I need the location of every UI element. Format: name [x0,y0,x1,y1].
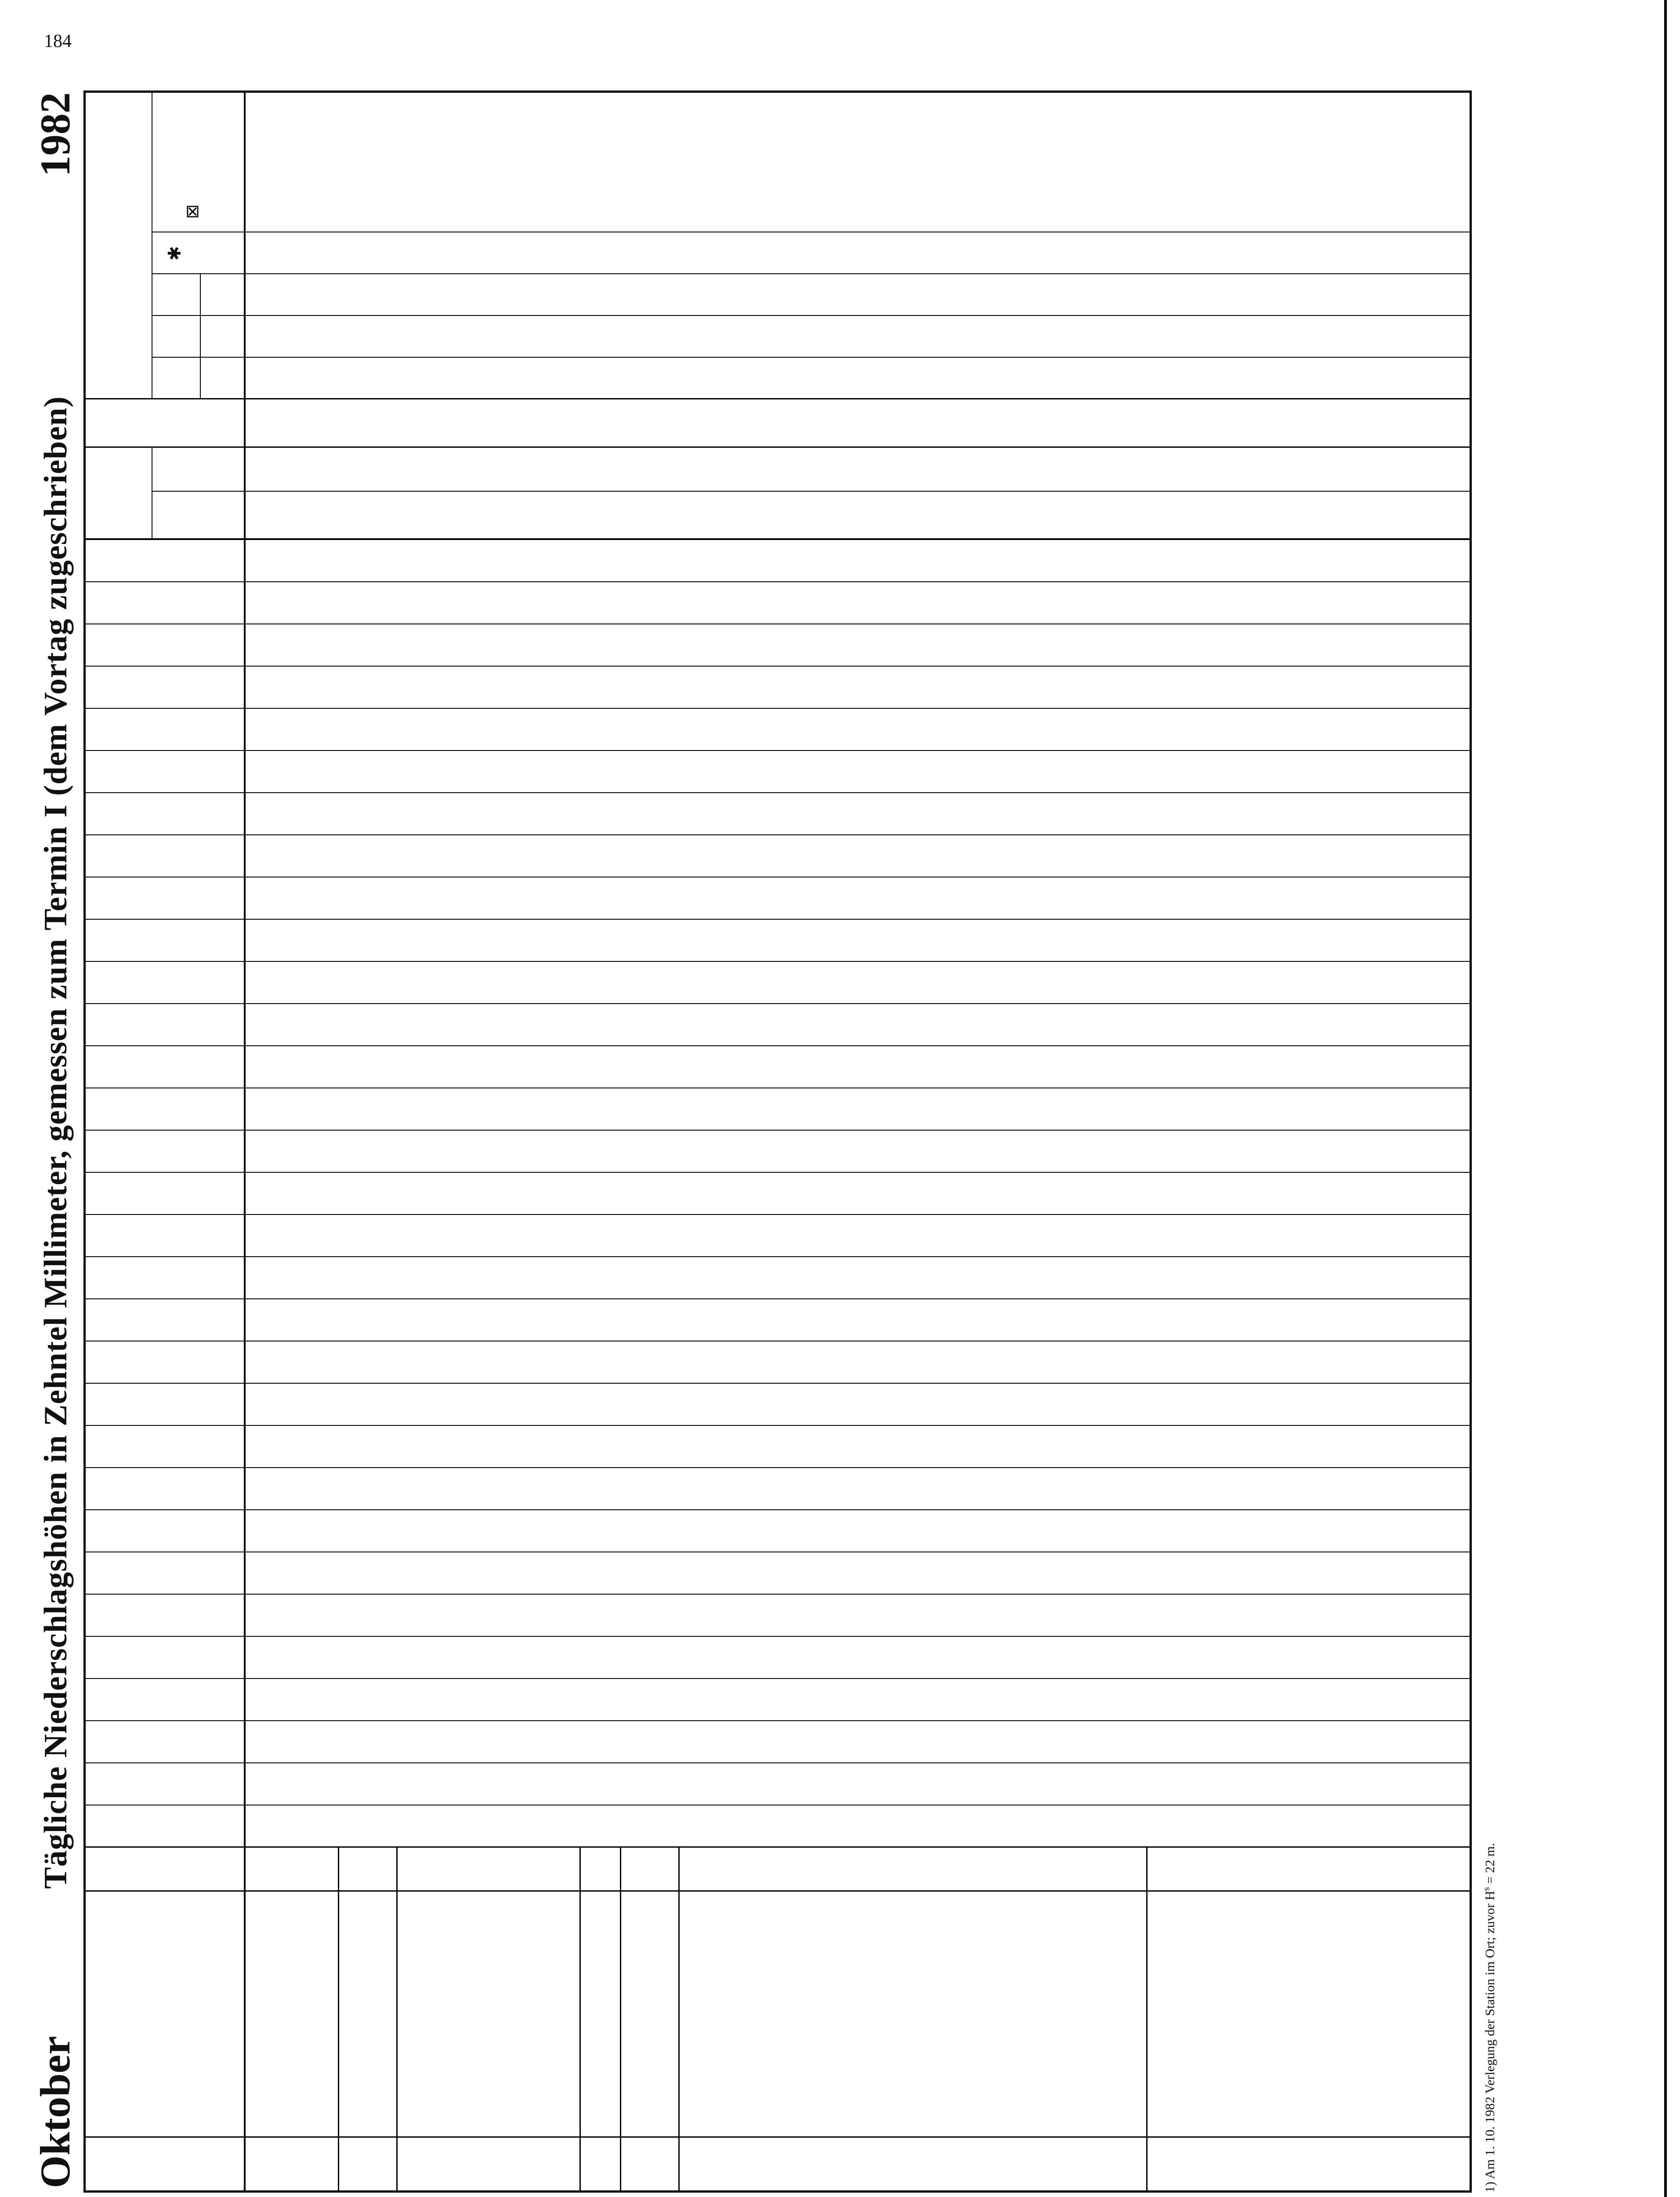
day-column-rule [86,1720,1470,1721]
group-divider [678,1848,680,2190]
day-column-rule [86,1298,1470,1299]
page-number: 184 [44,31,72,51]
day-column-rule [86,792,1470,793]
day-column-rule [86,1467,1470,1468]
group-divider [396,1848,398,2190]
day-column-rule [86,1594,1470,1595]
day-column-rule [86,708,1470,709]
day-column-rule [86,919,1470,920]
snowflake-icon: ✱ [165,246,185,261]
day-column-rule [86,1636,1470,1637]
day-column-rule [86,1425,1470,1426]
days-split [152,273,1470,274]
day-column-rule [86,1214,1470,1215]
day-column-rule [86,1256,1470,1257]
day-column-rule [86,961,1470,962]
rotated-table-page [32,92,1573,2193]
month-title: Oktober [32,2036,79,2188]
group-divider [1146,1848,1148,2190]
header-bottom-rule [244,93,246,2190]
grid-line-vertical [86,1890,1470,1892]
day-column-rule [86,1045,1470,1046]
footnote-subscript: s [1481,1887,1492,1891]
table-title: Tägliche Niederschlagshöhen in Zehntel Millimeter, gemessen zum Termin I (dem Vortag zugeschrieben) [38,396,74,1889]
day-column-rule [86,1003,1470,1004]
precipitation-table [83,91,1472,2193]
day-column-rule [86,1509,1470,1510]
day-column-rule [86,834,1470,835]
day-column-rule [86,581,1470,582]
day-column-rule [86,666,1470,667]
day-column-rule [86,1678,1470,1679]
day-column-rule [86,1383,1470,1384]
group-divider [338,1848,339,2190]
days-split [152,315,1470,316]
year-title: 1982 [32,92,79,177]
footnote-text: 1) Am 1. 10. 1982 Verlegung der Station im Ort; zuvor H [1483,1891,1497,2193]
monat-split [152,491,1470,492]
day-column-rule [86,1762,1470,1763]
thunderstorm-icon: ⊠ [182,204,203,219]
footnote-tail: = 22 m. [1483,1843,1497,1887]
grid-line-vertical [86,538,1470,540]
grid-line-vertical [86,1846,1470,1848]
day-column-rule [86,1172,1470,1173]
binding-rule [1664,0,1667,2197]
days-split [152,357,1470,358]
day-column-rule [86,1130,1470,1131]
day-column-rule [86,750,1470,751]
tage-subheader-rule [200,274,201,399]
footnote [1481,1843,1498,2193]
group-divider [620,1848,621,2190]
grid-line-vertical [86,446,1470,448]
grid-line-vertical [86,398,1470,399]
group-divider [579,1848,581,2190]
grid-line-vertical [86,2136,1470,2138]
